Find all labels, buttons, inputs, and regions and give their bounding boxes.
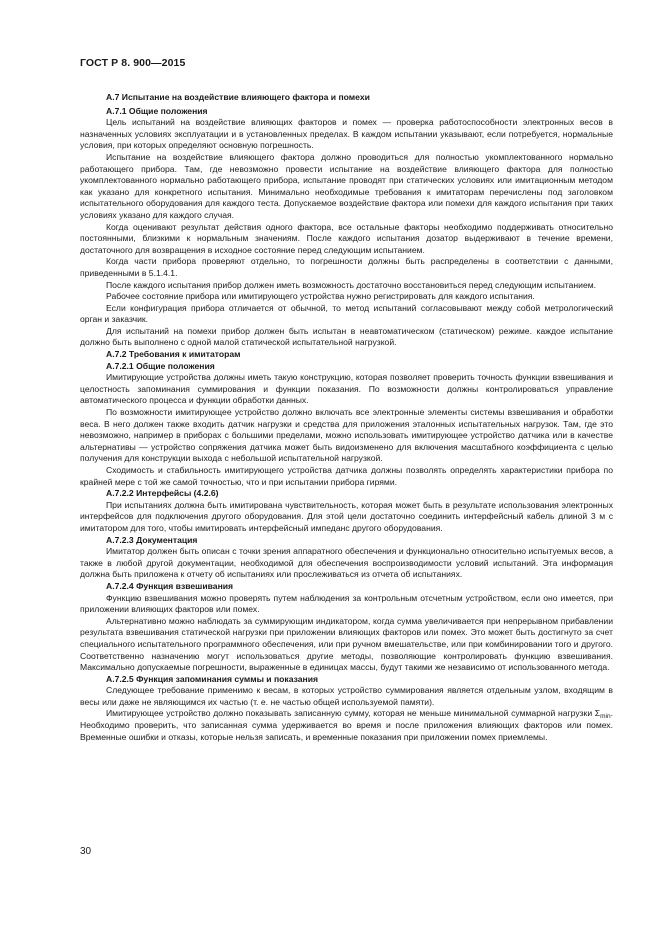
paragraph: Функцию взвешивания можно проверять путем наблюдения за контрольным отсчетным устройством, если оно имеется, при приложении влияющих факторов или помех.	[80, 592, 613, 615]
section-a72-title: A.7.2 Требования к имитаторам	[106, 349, 241, 360]
paragraph: Когда части прибора проверяют отдельно, то погрешности должны быть распределены в соответствии с данными, приведенными в 5.1.4.1.	[80, 256, 613, 278]
paragraph: Когда оценивают результат действия одного фактора, все остальные факторы необходимо поддерживать относительно постоянными, близкими к нормальным значениям. После каждого испытания дозатор выдерживают в течение времени, достаточного для возвращения в исходное состояние перед следующим испытанием.	[80, 221, 613, 255]
paragraph: По возможности имитирующее устройство должно включать все электронные элементы системы взвешивания и обработки веса. В него должен также входить датчик нагрузки и средства для приложения эталонных испытательных нагрузок. Там, где это невозможно, например в приборах с большими пределами, можно использовать имитирующее устройство датчика или в качестве альтернативы — устройство сопряжения датчика может быть видоизменено для включения масштабного коэффициента с целью получения для конструкции выхода с небольшой испытательной нагрузкой.	[80, 407, 613, 464]
paragraph: При испытаниях должна быть имитирована чувствительность, которая может быть в результате использования электронных интерфейсов для подключения другого оборудования. Для этой цели достаточно соединить интерфейсный кабель длиной 3 м с имитатором для того, чтобы имитировать интерфейсный импеданс другого оборудования.	[80, 499, 613, 533]
page-number: 30	[80, 846, 92, 857]
paragraph: Цель испытаний на воздействие влияющих факторов и помех — проверка работоспособности электронных весов в назначенных условиях эксплуатации и в установленных пределах. В каждом испытании указывают, если потребуется, нормальные условия, при которых определяют основную погрешность.	[80, 117, 613, 151]
text-run: Имитирующее устройство должно показывать записанную сумму, которая не меньше минимальной суммарной нагрузки Σ	[106, 708, 601, 719]
section-a71-title: A.7.1 Общие положения	[106, 105, 208, 116]
paragraph: Следующее требование применимо к весам, в которых устройство суммирования является отдельным узлом, входящим в весы или даже не являющимся их частью (т. е. не частью общей используемой памяти).	[80, 685, 613, 707]
paragraph-sum-requirement	[80, 708, 613, 743]
document-header: ГОСТ Р 8. 900—2015	[80, 57, 186, 69]
section-a721-title: A.7.2.1 Общие положения	[106, 360, 215, 371]
section-a725-title: A.7.2.5 Функция запоминания суммы и показания	[106, 673, 319, 684]
paragraph: Если конфигурация прибора отличается от обычной, то метод испытаний согласовывают между собой метрологический орган и заказчик.	[80, 302, 613, 325]
paragraph: Испытание на воздействие влияющего фактора должно проводиться для полностью укомплектованного нормально работающего прибора. Там, где невозможно провести испытание на воздействие влияющего фактора для полностью укомплектованного нормально работающего прибора, испытание проводят при статических условиях или имитационным методом как указано для конкретного испытания. Минимально необходимые требования к имитаторам перечислены под заголовком испытательного оборудования для каждого теста. Допускаемое воздействие фактора или помехи для каждого испытания при таких условиях указано для каждого случая.	[80, 151, 613, 220]
section-a724-title: A.7.2.4 Функция взвешивания	[106, 580, 234, 591]
paragraph: После каждого испытания прибор должен иметь возможность достаточно восстановиться перед следующим испытанием.	[106, 279, 597, 290]
section-a7-title: A.7 Испытание на воздействие влияющего фактора и помехи	[106, 92, 370, 102]
section-a722-title: A.7.2.2 Интерфейсы (4.2.6)	[106, 488, 219, 499]
section-a723-title: A.7.2.3 Документация	[106, 534, 198, 545]
paragraph: Для испытаний на помехи прибор должен быть испытан в неавтоматическом (статическом) режиме. каждое испытание должно быть выполнено с одной малой статической испытательной нагрузкой.	[80, 325, 613, 348]
paragraph: Сходимость и стабильность имитирующего устройства датчика должны позволять определять характеристики прибора по крайней мере с той же самой точностью, что и при испытании прибора гирями.	[80, 465, 613, 487]
paragraph: Имитатор должен быть описан с точки зрения аппаратного обеспечения и функционально относительно испытуемых весов, а также в любой другой документации, необходимой для обеспечения воспроизводимости условий испытаний. Эта информация должна быть приложена к отчету об испытаниях или прослеживаться из отчета об испытаниях.	[80, 546, 613, 580]
text-run: . Необходимо проверить, что записанная сумма удерживается во время и после приложения влияющих факторов или помех. Временные ошибки и отказы, которые нельзя записать, и временные показания при приложении помех приемлемы.	[80, 708, 613, 742]
paragraph: Альтернативно можно наблюдать за суммирующим индикатором, когда сумма увеличивается при непрерывном прибавлении результата взвешивания статической нагрузки при приложении влияющих факторов или помех. Это может быть достигнуто за счет специального испытательного программного обеспечения, или при ручном вмешательстве, или при комбинировании того и другого. Соответственно назначению могут использоваться другие методы, позволяющие контролировать функцию взвешивания. Максимально допускаемые погрешности, выраженные в единицах массы, будут такими же независимо от использованного метода.	[80, 615, 613, 673]
paragraph: Рабочее состояние прибора или имитирующего устройства нужно регистрировать для каждого испытания.	[106, 291, 535, 302]
subscript-min: min	[600, 713, 611, 721]
paragraph: Имитирующие устройства должны иметь такую конструкцию, которая позволяет проверить точность функции взвешивания и целостность запоминания суммирования и функции показания. По возможности должны контролироваться управление автоматического процесса и функции обработки данных.	[80, 372, 613, 406]
document-body	[80, 92, 613, 743]
